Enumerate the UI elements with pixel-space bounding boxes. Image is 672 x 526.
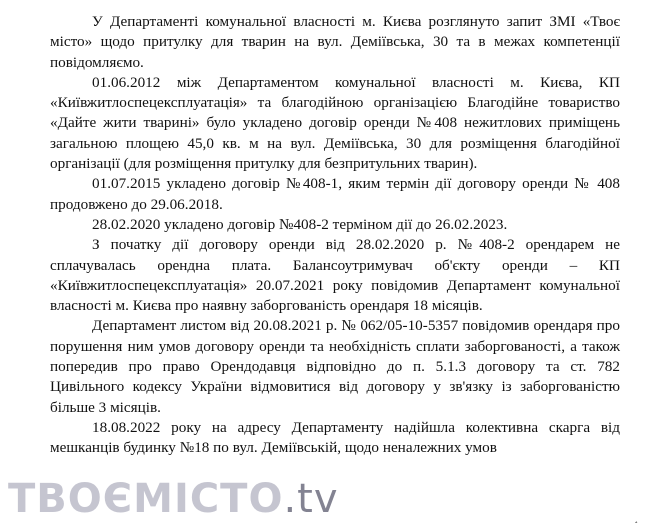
paragraph-6: Департамент листом від 20.08.2021 р. № 062/05-10-5357 повідомив орендаря про порушення ним умов договору оренди та необхідність сплати заборгованості, а також попередив про право Орендодавця відповідно до п. 5.1.3 договору та ст. 782 Цивільного кодексу України відмовитися від договору у зв'язку із заборгованістю більше 3 місяців. (50, 317, 620, 416)
paragraph-5: З початку дії договору оренди від 28.02.2020 р. №408-2 орендарем не сплачувалась орендна плата. Балансоутримувач об'єкту оренди – КП «Київжитлоспецексплуатація» 20.07.2021 року повідомив Департамент комунальної власності м. Києва про наявну заборгованість орендаря 18 місяців. (50, 236, 620, 315)
watermark-domain: .tv (283, 476, 339, 522)
paragraph-2: 01.06.2012 між Департаментом комунальної власності м. Києва, КП «Київжитлоспецексплуатація» та благодійною організацією Благодійне товариство «Дайте жити тварині» було укладено договір оренди №408 нежитлових приміщень загальною площею 45,0 кв. м на вул. Деміївська, 30 для розміщення благодійної організації (для розміщення притулку для безпритульних тварин). (50, 73, 620, 173)
paragraph-3: 01.07.2015 укладено договір №408-1, яким термін дії договору оренди № 408 продовжено до 29.06.2018. (50, 175, 620, 213)
corner-tick-icon: ˰ (634, 513, 638, 524)
paragraph-1: У Департаменті комунальної власності м. Києва розглянуто запит ЗМІ «Твоє місто» щодо притулку для тварин на вул. Деміївська, 30 та в межах компетенції повідомляємо. (50, 13, 620, 71)
watermark-logo (8, 476, 339, 522)
paragraph-4: 28.02.2020 укладено договір №408-2 терміном дії до 26.02.2023. (92, 215, 508, 233)
document-body (50, 12, 620, 459)
watermark-brand: ТВОЄМІСТО (8, 476, 284, 522)
paragraph-7: 18.08.2022 року на адресу Департаменту надійшла колективна скарга від мешканців будинку №18 по вул. Деміївській, щодо неналежних умов (50, 418, 620, 457)
